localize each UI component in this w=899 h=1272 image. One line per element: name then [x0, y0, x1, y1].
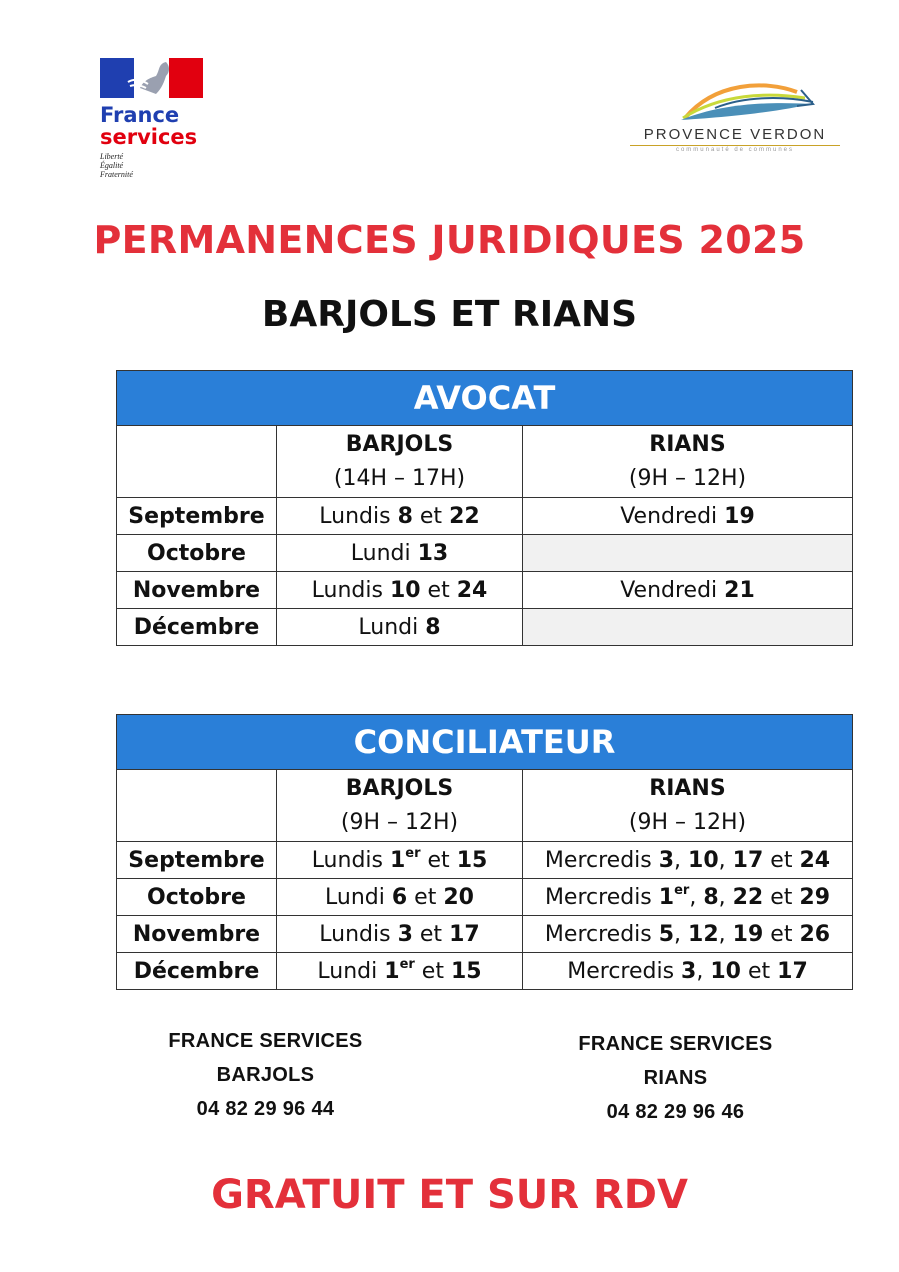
- day-label: et: [412, 503, 450, 529]
- rians-cell: Mercredis 3, 10 et 17: [523, 953, 853, 990]
- month-cell: Décembre: [117, 609, 277, 646]
- month-cell: Décembre: [117, 953, 277, 990]
- motto-line: Égalité: [100, 161, 124, 170]
- barjols-cell: Lundi 6 et 20: [277, 879, 523, 916]
- month-cell: Novembre: [117, 572, 277, 609]
- logo-text-france: France: [100, 103, 180, 127]
- contact-town: RIANS: [643, 1067, 708, 1089]
- column-header-rians: [523, 426, 853, 498]
- table-heading-avocat: AVOCAT: [117, 371, 853, 426]
- day-number: 22: [449, 503, 480, 529]
- table-row: [117, 535, 853, 572]
- contact-barjols: [148, 1024, 383, 1126]
- month-cell: Septembre: [117, 498, 277, 535]
- motto-line: Liberté: [100, 152, 124, 161]
- table-heading-conciliateur: CONCILIATEUR: [117, 715, 853, 770]
- column-header-barjols: [277, 770, 523, 842]
- table-row: [117, 879, 853, 916]
- rians-cell: [523, 609, 853, 646]
- column-hours: (14H – 17H): [333, 465, 466, 491]
- table-row: [117, 609, 853, 646]
- rians-cell: Mercredis 1er, 8, 22 et 29: [523, 879, 853, 916]
- barjols-cell: [277, 609, 523, 646]
- month-cell: Octobre: [117, 879, 277, 916]
- contact-phone[interactable]: 04 82 29 96 46: [606, 1101, 745, 1123]
- empty-corner-cell: [117, 770, 277, 842]
- page-title: PERMANENCES JURIDIQUES 2025: [93, 218, 806, 262]
- table-row: [117, 916, 853, 953]
- day-number: 21: [724, 577, 755, 603]
- day-label: Lundis: [311, 577, 390, 603]
- page-subtitle: BARJOLS ET RIANS: [261, 294, 638, 335]
- table-row: [117, 498, 853, 535]
- avocat-rows: [117, 498, 853, 646]
- contact-town: BARJOLS: [216, 1064, 315, 1086]
- day-number: 24: [456, 577, 488, 603]
- day-label: Lundi: [350, 540, 418, 566]
- rians-cell: [523, 535, 853, 572]
- column-title: RIANS: [649, 431, 726, 457]
- day-label: Vendredi: [620, 577, 725, 603]
- day-label: Lundis: [319, 503, 398, 529]
- divider: [630, 145, 840, 146]
- column-header-barjols: [277, 426, 523, 498]
- table-row: [117, 572, 853, 609]
- barjols-cell: [277, 572, 523, 609]
- column-hours: (9H – 12H): [340, 809, 459, 835]
- rians-cell: Mercredis 5, 12, 19 et 26: [523, 916, 853, 953]
- landscape-swoosh-icon: [655, 72, 815, 124]
- table-row: [117, 842, 853, 879]
- france-services-logo: [100, 58, 220, 179]
- contact-org: FRANCE SERVICES: [168, 1030, 363, 1052]
- empty-corner-cell: [117, 426, 277, 498]
- day-number: 8: [397, 503, 413, 529]
- day-number: 19: [724, 503, 755, 529]
- rians-cell: [523, 572, 853, 609]
- contact-rians: [558, 1027, 793, 1129]
- month-cell: Septembre: [117, 842, 277, 879]
- column-title: BARJOLS: [345, 431, 454, 457]
- barjols-cell: [277, 498, 523, 535]
- conciliateur-schedule-table: [116, 714, 853, 990]
- barjols-cell: [277, 535, 523, 572]
- month-cell: Novembre: [117, 916, 277, 953]
- day-label: et: [420, 577, 457, 603]
- republic-motto: [100, 152, 220, 179]
- day-number: 10: [389, 577, 421, 603]
- barjols-cell: Lundis 3 et 17: [277, 916, 523, 953]
- contact-org: FRANCE SERVICES: [578, 1033, 773, 1055]
- column-title: BARJOLS: [345, 775, 454, 801]
- rians-cell: [523, 498, 853, 535]
- footer-banner: GRATUIT ET SUR RDV: [211, 1172, 688, 1218]
- logo-subtitle: communauté de communes: [675, 147, 795, 153]
- contact-phone[interactable]: 04 82 29 96 44: [196, 1098, 335, 1120]
- day-number: 13: [417, 540, 449, 566]
- column-hours: (9H – 12H): [628, 809, 747, 835]
- marianne-flag-icon: [100, 58, 203, 98]
- barjols-cell: Lundis 1er et 15: [277, 842, 523, 879]
- logo-text-services: services: [100, 125, 198, 149]
- month-cell: Octobre: [117, 535, 277, 572]
- column-title: RIANS: [649, 775, 726, 801]
- column-header-rians: [523, 770, 853, 842]
- column-hours: (9H – 12H): [628, 465, 747, 491]
- day-label: Lundi: [358, 614, 426, 640]
- rians-cell: Mercredis 3, 10, 17 et 24: [523, 842, 853, 879]
- logo-text-provence-verdon: PROVENCE VERDON: [643, 126, 827, 143]
- avocat-schedule-table: [116, 370, 853, 646]
- provence-verdon-logo: [630, 72, 840, 153]
- day-label: Vendredi: [620, 503, 725, 529]
- table-row: [117, 953, 853, 990]
- barjols-cell: Lundi 1er et 15: [277, 953, 523, 990]
- motto-line: Fraternité: [100, 170, 133, 179]
- day-number: 8: [425, 614, 441, 640]
- conciliateur-rows: [117, 842, 853, 990]
